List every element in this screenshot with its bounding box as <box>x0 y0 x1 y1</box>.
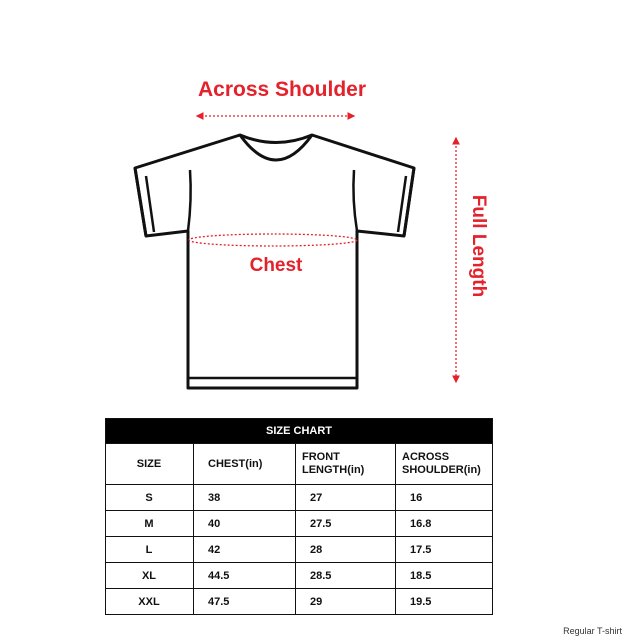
cell-chest: 40 <box>194 511 296 537</box>
table-title: SIZE CHART <box>106 419 493 444</box>
cell-chest: 42 <box>194 537 296 563</box>
table-row <box>106 563 493 589</box>
cell-size: L <box>106 537 194 563</box>
cell-chest: 44.5 <box>194 563 296 589</box>
cell-across-shoulder: 19.5 <box>396 589 493 615</box>
cell-size: S <box>106 485 194 511</box>
header-across-shoulder <box>396 444 493 485</box>
chest-label: Chest <box>249 255 303 276</box>
cell-size: XXL <box>106 589 194 615</box>
cell-size: XL <box>106 563 194 589</box>
size-chart-table <box>105 418 493 615</box>
header-across-shoulder-line2: SHOULDER(in) <box>402 464 481 476</box>
cell-size: M <box>106 511 194 537</box>
table-row <box>106 511 493 537</box>
cell-front-length: 27.5 <box>296 511 396 537</box>
header-front-length <box>296 444 396 485</box>
table-header-row <box>106 444 493 485</box>
table-row <box>106 485 493 511</box>
header-chest: CHEST(in) <box>194 444 296 485</box>
cell-across-shoulder: 17.5 <box>396 537 493 563</box>
table-row <box>106 589 493 615</box>
cell-front-length: 29 <box>296 589 396 615</box>
header-size: SIZE <box>106 444 194 485</box>
chest-measure-ellipse <box>189 234 357 246</box>
header-front-length-line2: LENGTH(in) <box>302 464 365 476</box>
table-row <box>106 537 493 563</box>
cell-across-shoulder: 16 <box>396 485 493 511</box>
cell-chest: 38 <box>194 485 296 511</box>
cell-across-shoulder: 18.5 <box>396 563 493 589</box>
cell-front-length: 28 <box>296 537 396 563</box>
cell-chest: 47.5 <box>194 589 296 615</box>
caption: Regular T-shirt <box>563 626 622 636</box>
cell-front-length: 28.5 <box>296 563 396 589</box>
across-shoulder-label: Across Shoulder <box>197 78 367 101</box>
full-length-label: Full Length <box>468 194 489 298</box>
cell-front-length: 27 <box>296 485 396 511</box>
cell-across-shoulder: 16.8 <box>396 511 493 537</box>
header-across-shoulder-line1: ACROSS <box>402 451 450 463</box>
header-front-length-line1: FRONT <box>302 451 340 463</box>
